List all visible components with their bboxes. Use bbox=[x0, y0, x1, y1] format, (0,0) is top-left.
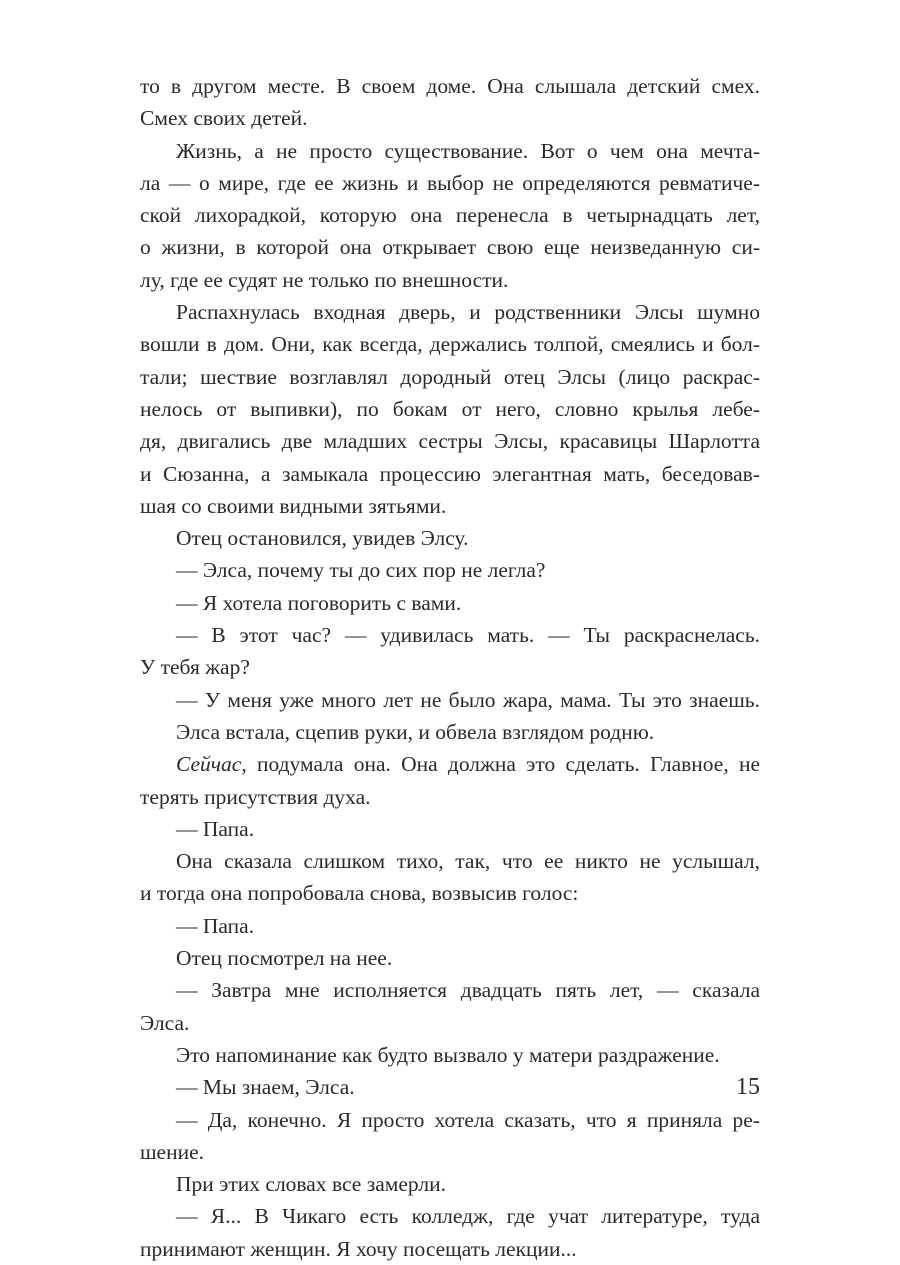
text-line: Элса. bbox=[140, 1010, 190, 1035]
text-line: — Да, конечно. Я просто хотела сказать, что я приняла ре- bbox=[176, 1107, 760, 1132]
text-line: Жизнь, а не просто существование. Вот о чем она мечта- bbox=[176, 138, 760, 163]
text-line: — Я... В Чикаго есть колледж, где учат литературе, туда bbox=[176, 1204, 760, 1229]
text-line: и Сюзанна, а замыкала процессию элегантная мать, беседовав- bbox=[140, 461, 760, 486]
text-line: Распахнулась входная дверь, и родственники Элсы шумно bbox=[176, 300, 760, 325]
text-line: У тебя жар? bbox=[140, 655, 250, 680]
text-line: — Я хотела поговорить с вами. bbox=[176, 590, 462, 615]
text-line: При этих словах все замерли. bbox=[176, 1172, 446, 1197]
text-line: Это напоминание как будто вызвало у матери раздражение. bbox=[176, 1042, 720, 1067]
page-number: 15 bbox=[736, 1074, 760, 1100]
emphasis-word: Сейчас bbox=[176, 752, 242, 777]
text-line: нелось от выпивки), по бокам от него, словно крылья лебе- bbox=[140, 396, 760, 421]
text-line: — Папа. bbox=[176, 913, 255, 938]
text-line: шение. bbox=[140, 1139, 205, 1164]
text-line: Элса встала, сцепив руки, и обвела взглядом родню. bbox=[176, 719, 655, 744]
text-line: о жизни, в которой она открывает свою еще неизведанную си- bbox=[140, 235, 760, 260]
text-line-rest: , подумала она. Она должна это сделать. Главное, не bbox=[241, 752, 760, 777]
text-line: принимают женщин. Я хочу посещать лекции... bbox=[140, 1236, 577, 1261]
text-line: — Завтра мне исполняется двадцать пять лет, — сказала bbox=[176, 978, 760, 1003]
text-line: — Папа. bbox=[176, 816, 255, 841]
text-line: — Мы знаем, Элса. bbox=[176, 1075, 355, 1100]
text-line: и тогда она попробовала снова, возвысив голос: bbox=[140, 881, 579, 906]
text-line: лу, где ее судят не только по внешности. bbox=[140, 267, 509, 292]
text-line: то в другом месте. В своем доме. Она слышала детский смех. bbox=[140, 74, 760, 98]
text-line: Смех своих детей. bbox=[140, 106, 308, 131]
text-line: дя, двигались две младших сестры Элсы, красавицы Шарлотта bbox=[140, 429, 760, 454]
text-line: Отец посмотрел на нее. bbox=[176, 946, 393, 971]
text-line: вошли в дом. Они, как всегда, держались толпой, смеялись и бол- bbox=[140, 332, 760, 357]
text-line: тали; шествие возглавлял дородный отец Элсы (лицо раскрас- bbox=[140, 364, 760, 389]
text-line: шая со своими видными зятьями. bbox=[140, 493, 447, 518]
text-line: Отец остановился, увидев Элсу. bbox=[176, 526, 469, 551]
text-line: ла — о мире, где ее жизнь и выбор не определяются ревматиче- bbox=[140, 170, 760, 195]
text-line: ской лихорадкой, которую она перенесла в четырнадцать лет, bbox=[140, 203, 760, 228]
body-text bbox=[140, 70, 760, 1265]
text-line: — У меня уже много лет не было жара, мама. Ты это знаешь. bbox=[176, 687, 760, 712]
text-line: Она сказала слишком тихо, так, что ее никто не услышал, bbox=[176, 849, 760, 874]
text-line: — Элса, почему ты до сих пор не легла? bbox=[176, 558, 546, 583]
text-line bbox=[140, 748, 760, 780]
text-line: терять присутствия духа. bbox=[140, 784, 371, 809]
text-line: — В этот час? — удивилась мать. — Ты раскраснелась. bbox=[176, 623, 760, 648]
